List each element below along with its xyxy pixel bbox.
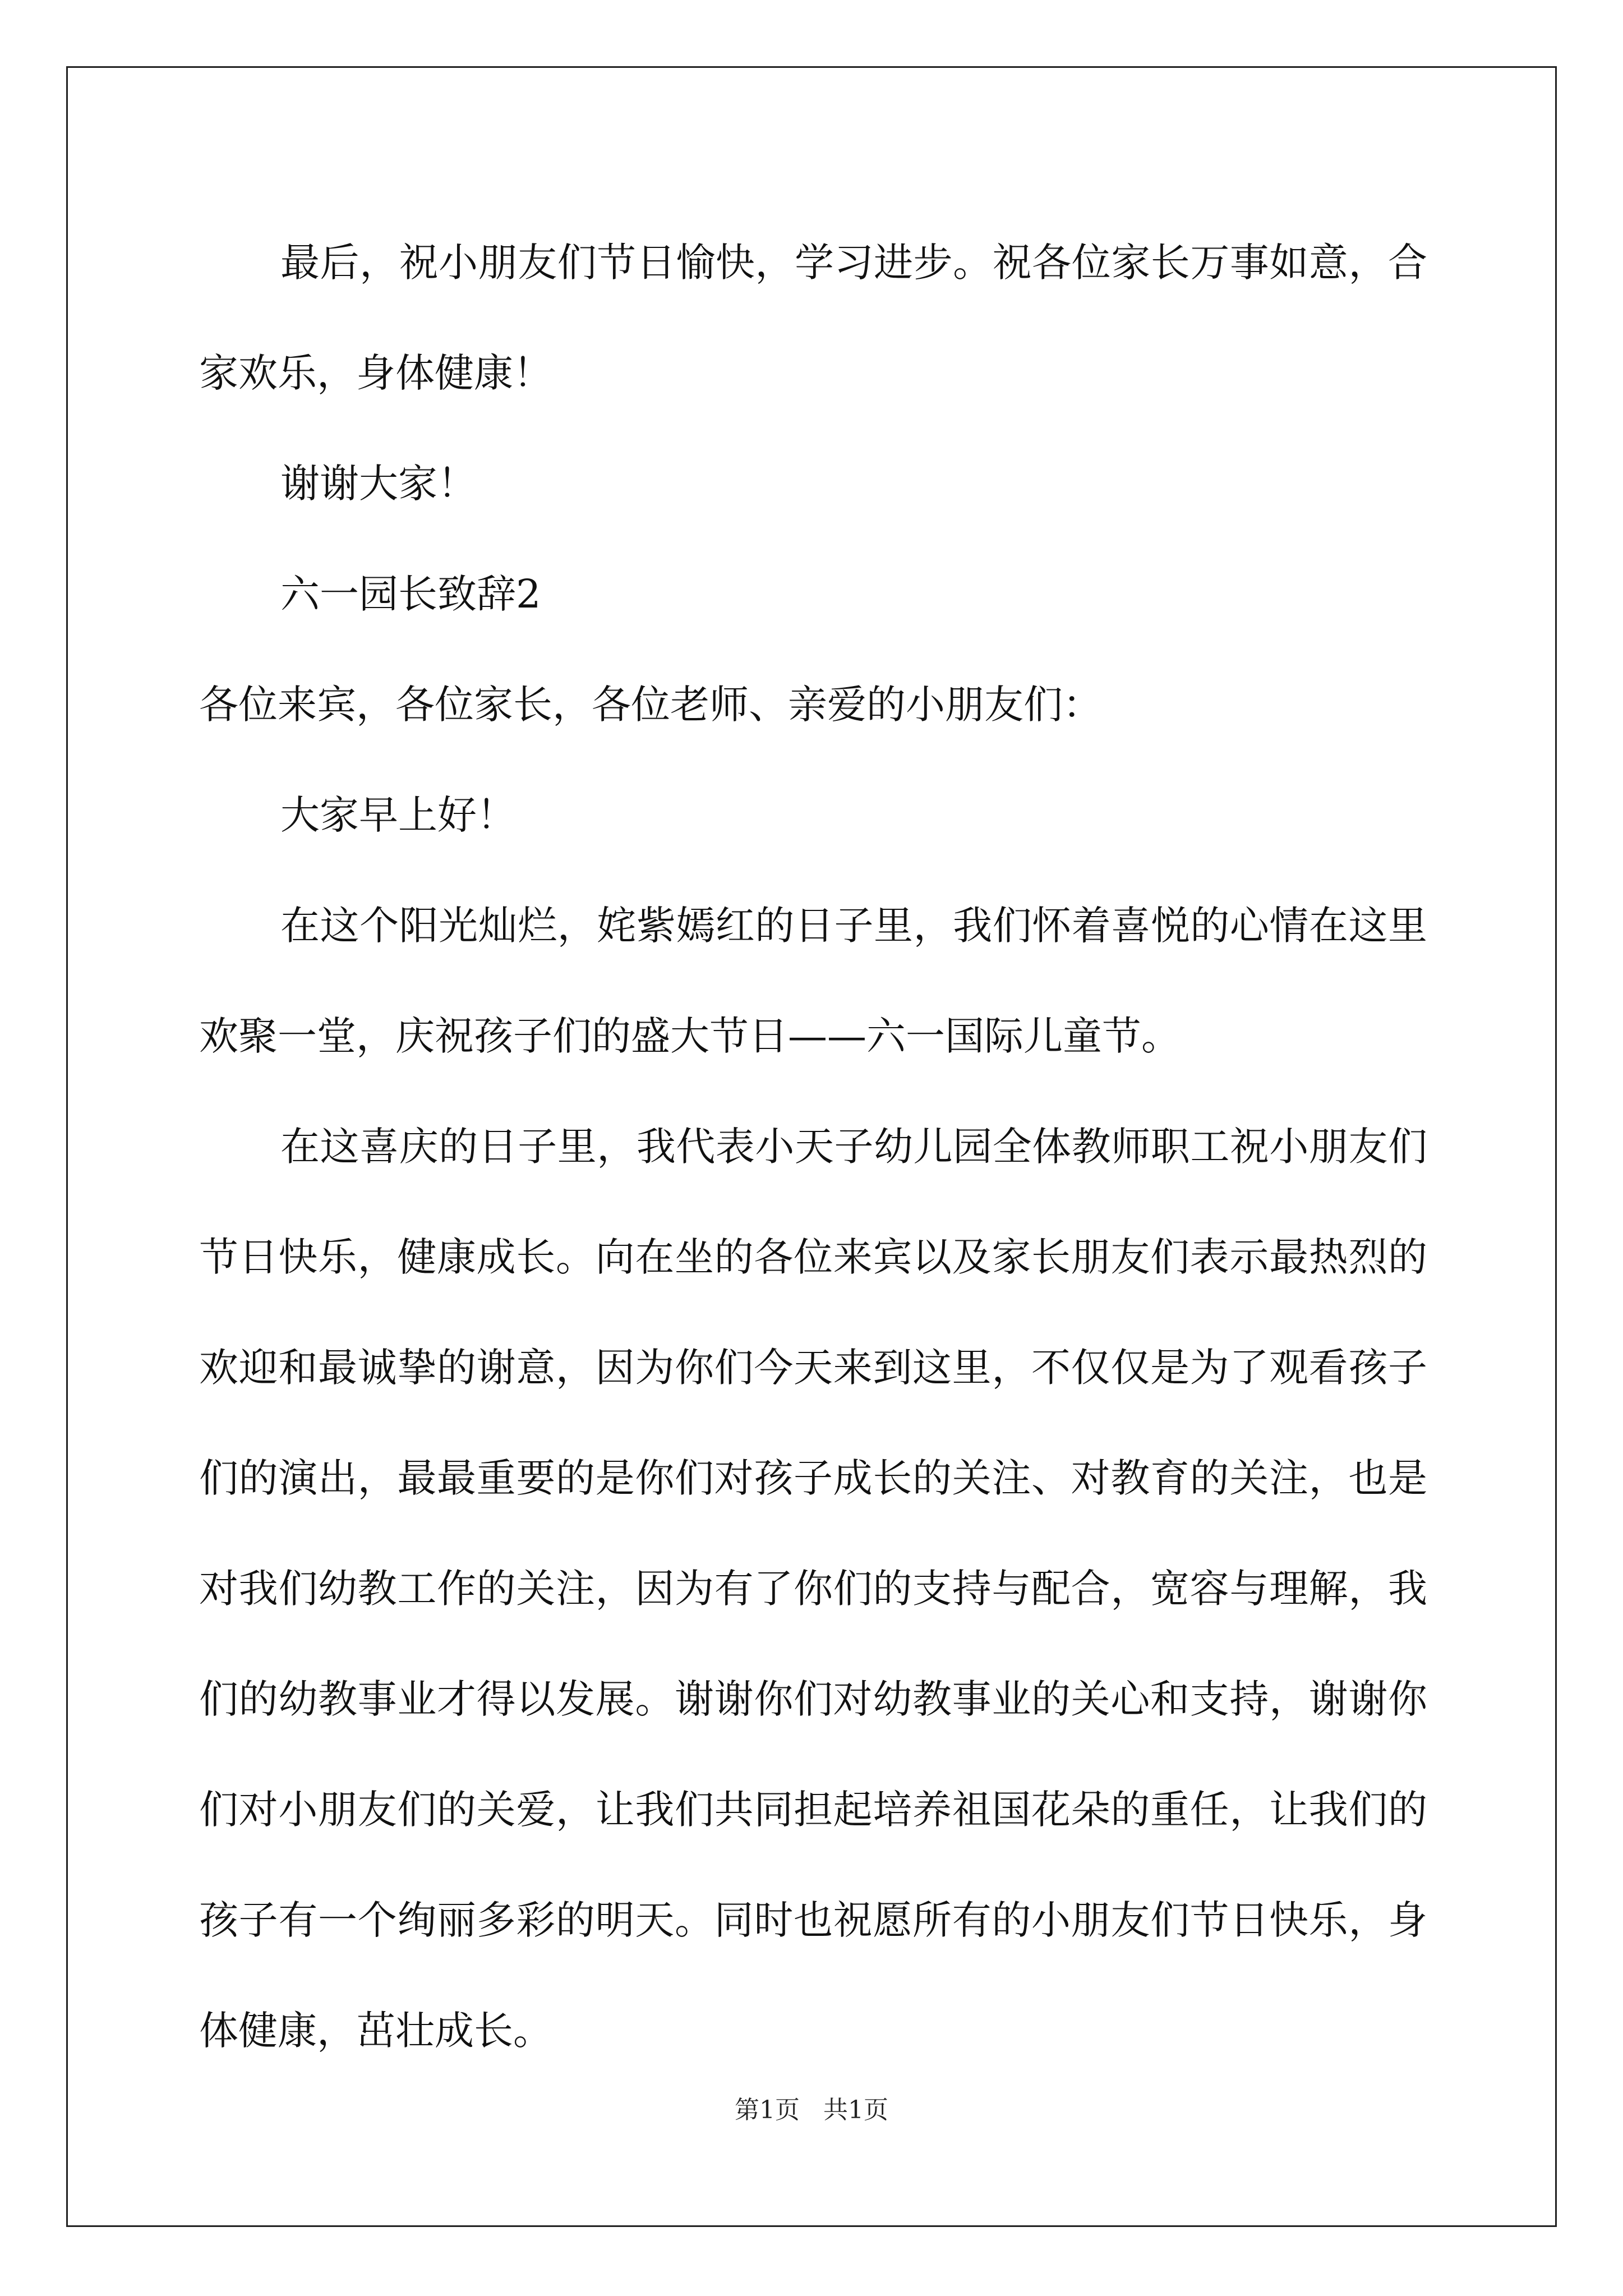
paragraph-opening: 在这个阳光灿烂，姹紫嫣红的日子里，我们怀着喜悦的心情在这里欢聚一堂，庆祝孩子们的盛大节日——六一国际儿童节。 [199,903,1427,1059]
page-total: 共1页 [823,2096,888,2124]
section-heading: 六一园长致辞2 [280,571,541,617]
paragraph-thanks: 谢谢大家！ [280,461,477,507]
document-body [199,208,1427,2086]
paragraph-salutation: 各位来宾，各位家长，各位老师、亲爱的小朋友们： [199,682,1102,728]
paragraph-closing-wishes: 最后，祝小朋友们节日愉快，学习进步。祝各位家长万事如意，合家欢乐，身体健康！ [199,240,1427,396]
paragraph-greeting: 大家早上好！ [280,792,516,838]
page-number: 第1页 [735,2096,800,2124]
paragraph-main-speech: 在这喜庆的日子里，我代表小天子幼儿园全体教师职工祝小朋友们节日快乐，健康成长。向在坐的各位来宾以及家长朋友们表示最热烈的欢迎和最诚挚的谢意，因为你们今天来到这里，不仅仅是为了观看孩子们的演出，最最重要的是你们对孩子成长的关注、对教育的关注，也是对我们幼教工作的关注，因为有了你们的支持与配合，宽容与理解，我们的幼教事业才得以发展。谢谢你们对幼教事业的关心和支持，谢谢你们对小朋友们的关爱，让我们共同担起培养祖国花朵的重任，让我们的孩子有一个绚丽多彩的明天。同时也祝愿所有的小朋友们节日快乐，身体健康，茁壮成长。 [199,1124,1427,2054]
page-footer [0,2093,1623,2127]
